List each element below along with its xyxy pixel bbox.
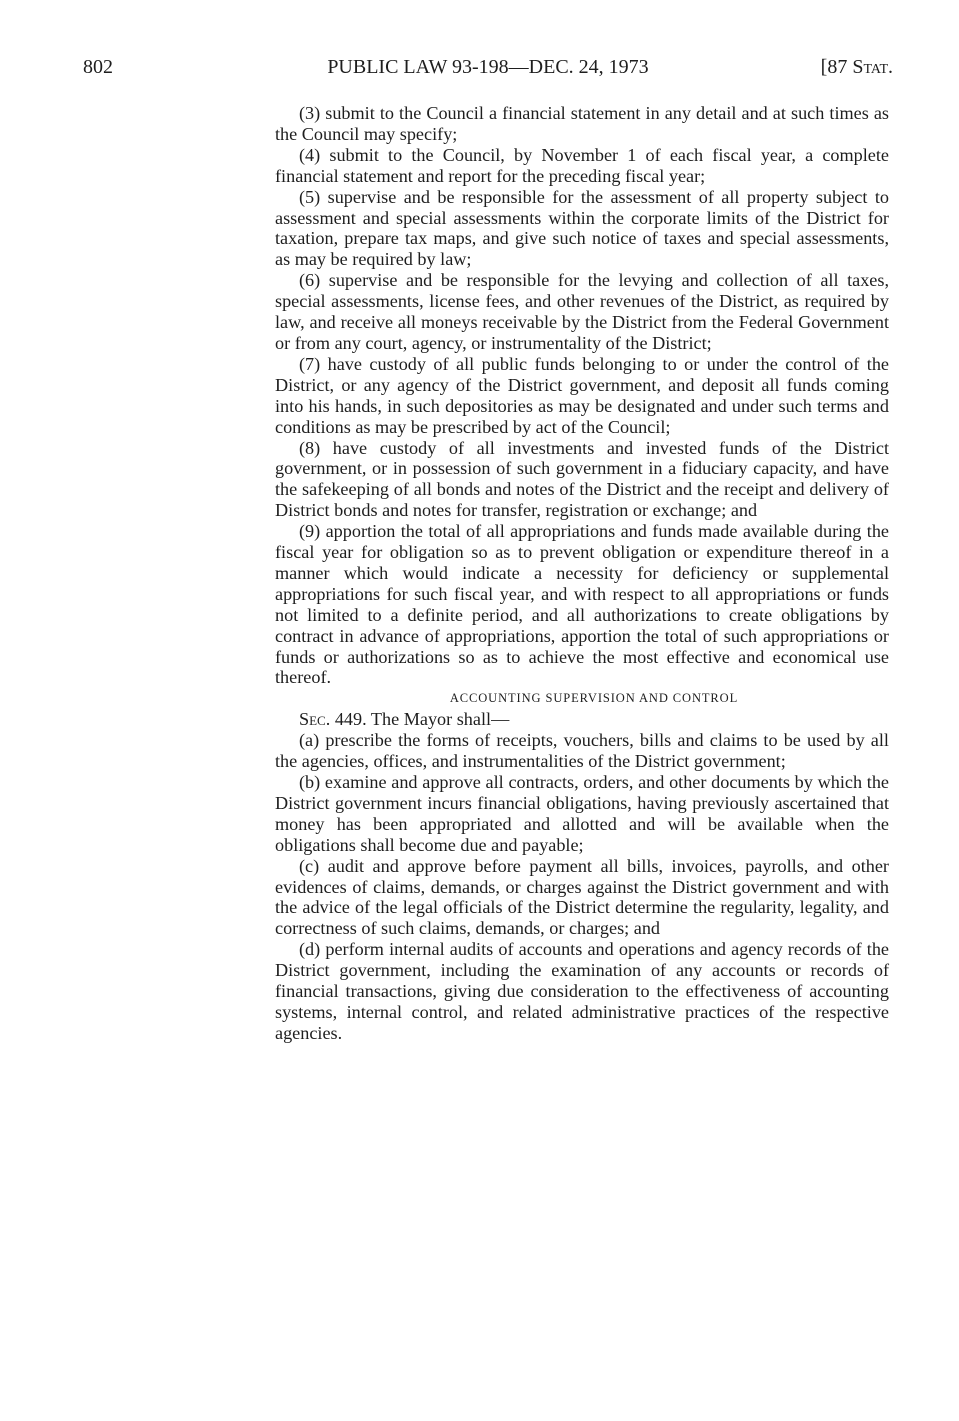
paragraph-item-d: (d) perform internal audits of accounts and operations and agency records of the District government, including the examination of any accounts or records of financial transactions, giving due consideration to the effectiveness of accounting systems, internal control, and related administrative practices of the respective agencies.: [275, 939, 889, 1043]
section-intro-text: 449. The Mayor shall—: [330, 709, 510, 730]
paragraph-item-7: (7) have custody of all public funds belonging to or under the control of the District, or any agency of the District government, and deposit all funds coming into his hands, in such depositories as may be designated and under such terms and conditions as may be prescribed by act of the Council;: [275, 353, 889, 437]
paragraph-item-9: (9) apportion the total of all appropriations and funds made available during the fiscal year for obligation so as to prevent obligation or expenditure thereof in a manner which would indicate a necessity for deficiency or supplemental appropriations for such fiscal year, and with respect to all appropriations or funds not limited to a definite period, and all authorizations to create obligations by contract in advance of appropriations, apportion the total of such appropriations or funds or authorizations so as to achieve the most effective and economical use thereof.: [275, 521, 889, 688]
page-number: 802: [83, 56, 113, 78]
section-intro: [275, 709, 889, 730]
body-text: [275, 103, 889, 1044]
section-heading: ACCOUNTING SUPERVISION AND CONTROL: [449, 691, 739, 706]
paragraph-item-4: (4) submit to the Council, by November 1 of each fiscal year, a complete financial statement and report for the preceding fiscal year;: [275, 144, 889, 186]
statute-reference: [821, 52, 893, 82]
section-label: Sec.: [299, 709, 331, 730]
page-header: [83, 52, 893, 82]
statute-volume: [87: [820, 56, 853, 78]
paragraph-item-b: (b) examine and approve all contracts, orders, and other documents by which the District government incurs financial obligations, having previously ascertained that money has been appropriated and allotted and will be available when the obligations shall become due and payable;: [275, 772, 889, 855]
paragraph-item-3: (3) submit to the Council a financial statement in any detail and at such times as the Council may specify;: [275, 103, 889, 144]
statute-label: Stat.: [852, 56, 893, 78]
paragraph-item-5: (5) supervise and be responsible for the assessment of all property subject to assessment and special assessments within the corporate limits of the District for taxation, prepare tax maps, and give such notice of taxes and special assessments, as may be required by law;: [275, 186, 889, 270]
paragraph-item-a: (a) prescribe the forms of receipts, vouchers, bills and claims to be used by all the agencies, offices, and instrumentalities of the District government;: [275, 730, 889, 772]
paragraph-item-8: (8) have custody of all investments and invested funds of the District government, or in possession of such government in a fiduciary capacity, and have the safekeeping of all bonds and notes of the District and the receipt and delivery of District bonds and notes for transfer, registration or exchange; and: [275, 437, 889, 521]
paragraph-item-6: (6) supervise and be responsible for the levying and collection of all taxes, special assessments, license fees, and other revenues of the District, as required by law, and receive all moneys receivable by the District from the Federal Government or from any court, agency, or instrumentality of the District;: [275, 270, 889, 353]
paragraph-item-c: (c) audit and approve before payment all bills, invoices, payrolls, and other evidences of claims, demands, or charges against the District government and with the advice of the legal officials of the District determine the regularity, legality, and correctness of such claims, demands, or charges; and: [275, 855, 889, 939]
running-title: PUBLIC LAW 93-198—DEC. 24, 1973: [327, 56, 649, 78]
